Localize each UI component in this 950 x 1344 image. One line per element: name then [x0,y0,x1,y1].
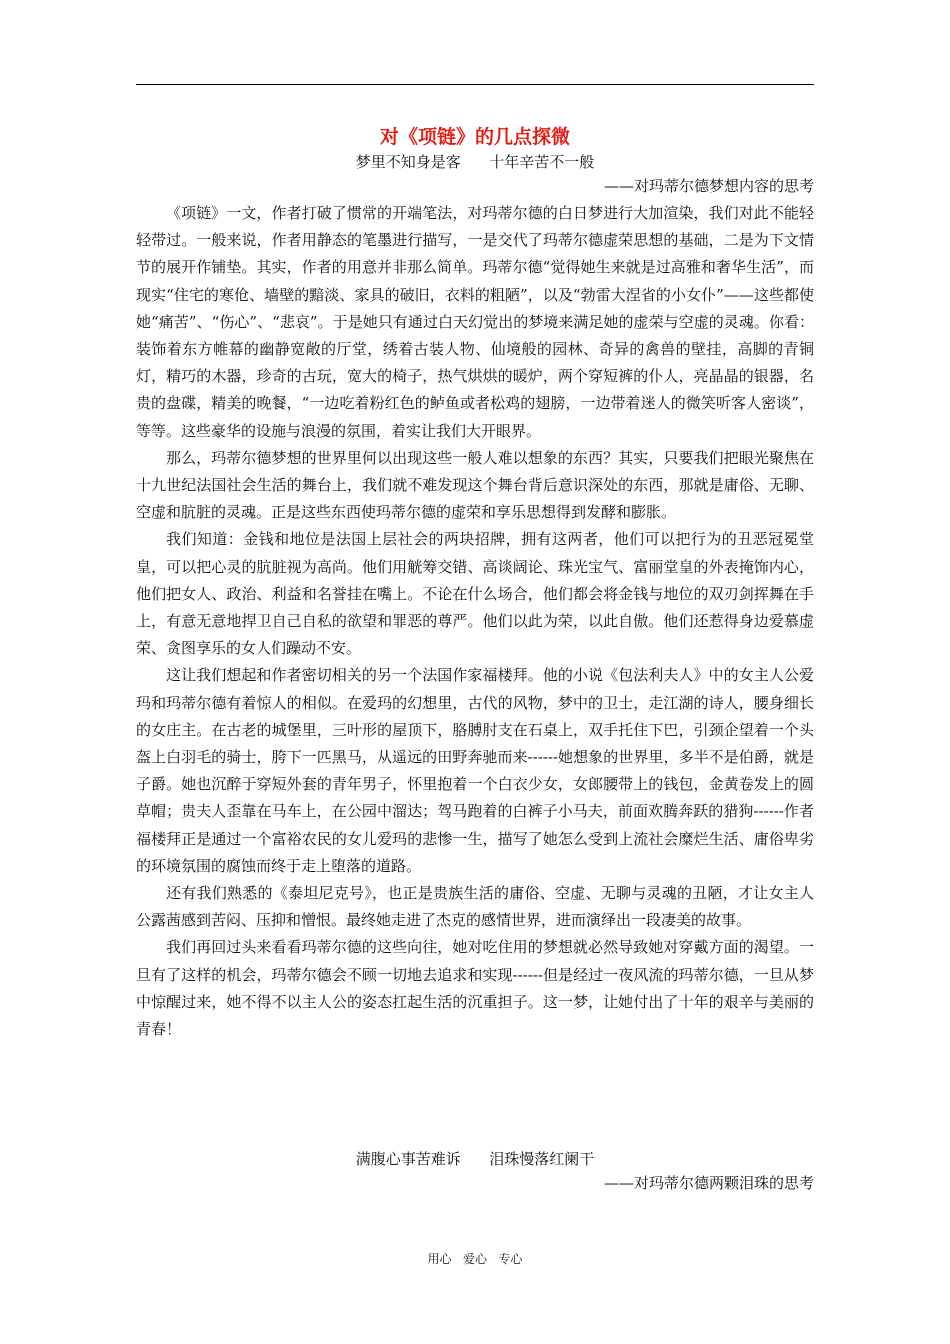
paragraph: 还有我们熟悉的《泰坦尼克号》，也正是贵族生活的庸俗、空虚、无聊与灵魂的丑陋，才让女主人公露茜感到苦闷、压抑和憎恨。最终她走进了杰克的感情世界，进而演绎出一段凄美的故事。 [136,884,814,930]
section-attribution-2: ——对玛蒂尔德两颗泪珠的思考 [603,1174,814,1192]
page-footer: 用心 爱心 专心 [427,1252,523,1266]
paragraph: 我们再回过头来看看玛蒂尔德的这些向往，她对吃住用的梦想就必然导致她对穿戴方面的渴望。一旦有了这样的机会，玛蒂尔德会不顾一切地去追求和实现------但是经过一夜风流的玛蒂尔德，一旦从梦中惊醒过来，她不得不以主人公的姿态扛起生活的沉重担子。这一梦，让她付出了十年的艰辛与美丽的青春！ [136,938,814,1039]
section-subtitle: 梦里不知身是客 十年辛苦不一般 [355,153,595,171]
header-rule [136,84,814,85]
section-subtitle-2: 满腹心事苦难诉 泪珠慢落红阑干 [355,1150,595,1168]
paragraph: 那么，玛蒂尔德梦想的世界里何以出现这些一般人难以想象的东西？其实，只要我们把眼光聚焦在十九世纪法国社会生活的舞台上，我们就不难发现这个舞台背后意识深处的东西，那就是庸俗、无聊、空虚和肮脏的灵魂。正是这些东西使玛蒂尔德的虚荣和享乐思想得到发酵和膨胀。 [136,448,814,522]
article-title: 对《项链》的几点探微 [379,126,570,148]
paragraph: 《项链》一文，作者打破了惯常的开端笔法，对玛蒂尔德的白日梦进行大加渲染，我们对此不能轻轻带过。一般来说，作者用静态的笔墨进行描写，一是交代了玛蒂尔德虚荣思想的基础，二是为下文情节的展开作铺垫。其实，作者的用意并非那么简单。玛蒂尔德“觉得她生来就是过高雅和奢华生活”，而现实“住宅的寒伧、墙壁的黯淡、家具的破旧，衣料的粗陋”，以及“勃雷大涅省的小女仆”——这些都使她“痛苦”、“伤心”、“悲哀”。于是她只有通过白天幻觉出的梦境来满足她的虚荣与空虚的灵魂。你看：装饰着东方帷幕的幽静宽敞的厅堂，绣着古装人物、仙境般的园林、奇异的禽兽的壁挂，高脚的青铜灯，精巧的木器，珍奇的古玩，宽大的椅子，热气烘烘的暖炉，两个穿短裤的仆人，亮晶晶的银器，名贵的盘碟，精美的晚餐，“一边吃着粉红色的鲈鱼或者松鸡的翅膀，一边带着迷人的微笑听客人密谈”，等等。这些豪华的设施与浪漫的氛围，着实让我们大开眼界。 [136,204,814,440]
article-body [136,200,814,1043]
paragraph: 我们知道：金钱和地位是法国上层社会的两块招牌，拥有这两者，他们可以把行为的丑恶冠冕堂皇，可以把心灵的肮脏视为高尚。他们用觥筹交错、高谈阔论、珠光宝气、富丽堂皇的外表掩饰内心，他们把女人、政治、利益和名誉挂在嘴上。不论在什么场合，他们都会将金钱与地位的双刃剑挥舞在手上，有意无意地捍卫自己自私的欲望和罪恶的尊严。他们以此为荣，以此自傲。他们还惹得身边爱慕虚荣、贪图享乐的女人们躁动不安。 [136,530,814,658]
paragraph: 这让我们想起和作者密切相关的另一个法国作家福楼拜。他的小说《包法利夫人》中的女主人公爱玛和玛蒂尔德有着惊人的相似。在爱玛的幻想里，古代的风物，梦中的卫士，走江湖的诗人，腰身细长的女庄主。在古老的城堡里，三叶形的屋顶下，胳膊肘支在石桌上，双手托住下巴，引颈企望着一个头盔上白羽毛的骑士，胯下一匹黑马，从遥远的田野奔驰而来------她想象的世界里，多半不是伯爵，就是子爵。她也沉醉于穿短外套的青年男子，怀里抱着一个白衣少女，女郎腰带上的钱包，金黄卷发上的圆草帽；贵夫人歪靠在马车上，在公园中溜达；驾马跑着的白裤子小马夫，前面欢腾奔跃的猎狗------作者福楼拜正是通过一个富裕农民的女儿爱玛的悲惨一生，描写了她怎么受到上流社会糜烂生活、庸俗卑劣的环境氛围的腐蚀而终于走上堕落的道路。 [136,666,814,875]
section-attribution: ——对玛蒂尔德梦想内容的思考 [603,177,814,195]
